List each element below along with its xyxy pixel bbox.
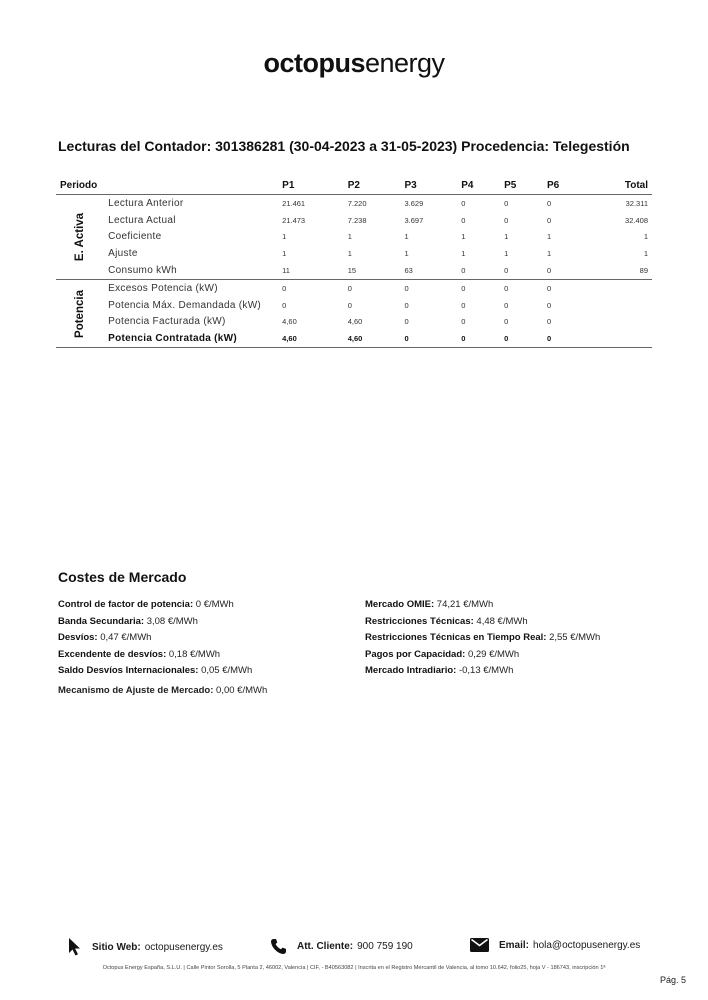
table-row <box>56 262 652 279</box>
cell: 0 <box>457 330 500 347</box>
phone-icon <box>270 938 287 955</box>
table-row <box>56 195 652 212</box>
cell-total: 1 <box>643 232 648 242</box>
cell: 3.697 <box>404 215 424 225</box>
cell-total: 32.311 <box>625 198 648 208</box>
cell: 0 <box>543 330 586 347</box>
cell: 1 <box>504 249 509 259</box>
cell: 0 <box>404 317 409 327</box>
row-label: Lectura Actual <box>108 214 176 226</box>
cell: 0 <box>401 330 458 347</box>
row-label: Lectura Anterior <box>108 197 184 209</box>
cell: 0 <box>504 317 509 327</box>
cell: 0 <box>461 283 466 293</box>
table-row <box>56 330 652 347</box>
header-p3: P3 <box>401 176 458 195</box>
footer-web[interactable] <box>68 938 223 956</box>
cell-total <box>586 330 652 347</box>
costs-left-column <box>58 597 252 680</box>
header-p6: P6 <box>543 176 586 195</box>
cell: 0 <box>547 317 552 327</box>
legal-text: Octopus Energy España, S.L.U. | Calle Pintor Sorolla, 5 Planta 2, 46002, Valencia | CIF, - B40563082 | Inscrita en el Registro Mercantil de Valencia, al tomo 10.642, folio25, hoja V - 186743, inscripción 1ª <box>102 965 606 971</box>
cell: 1 <box>547 249 552 259</box>
footer-email[interactable] <box>470 938 640 952</box>
cost-item-mecanismo: Mecanismo de Ajuste de Mercado: 0,00 €/MWh <box>58 685 268 696</box>
cell: 1 <box>282 232 287 242</box>
cell: 0 <box>543 262 586 279</box>
cell: 11 <box>278 262 344 279</box>
cell: 0 <box>282 300 287 310</box>
cell: 1 <box>547 232 552 242</box>
cell-total <box>586 314 652 331</box>
cell: 0 <box>547 215 552 225</box>
readings-header-row <box>56 176 652 195</box>
row-label: Excesos Potencia (kW) <box>108 282 218 294</box>
cell: 0 <box>461 215 466 225</box>
readings-title: Lecturas del Contador: 301386281 (30-04-2023 a 31-05-2023) Procedencia: Telegestión <box>58 138 630 154</box>
cell: 0 <box>461 317 466 327</box>
envelope-icon <box>470 938 489 952</box>
cost-item: Banda Secundaria: 3,08 €/MWh <box>58 615 198 627</box>
footer-email-label: Email: <box>499 939 530 951</box>
cost-item: Desvíos: 0,47 €/MWh <box>58 632 152 643</box>
cost-item: Restricciones Técnicas en Tiempo Real: 2,55 €/MWh <box>365 632 601 643</box>
cell: 0 <box>500 330 543 347</box>
table-row <box>56 229 652 246</box>
footer-phone[interactable] <box>270 938 413 955</box>
cell: 7.220 <box>347 198 367 208</box>
footer-email-link[interactable]: hola@octopusenergy.es <box>533 939 641 951</box>
cost-item: Control de factor de potencia: 0 €/MWh <box>58 599 234 610</box>
row-label: Potencia Facturada (kW) <box>108 316 226 328</box>
cell-total: 89 <box>586 262 652 279</box>
header-periodo: Periodo <box>56 176 278 195</box>
cell: 1 <box>504 232 509 242</box>
cell: 0 <box>547 300 552 310</box>
logo-bold: octopus <box>263 48 365 78</box>
cell: 63 <box>401 262 458 279</box>
logo-light: energy <box>364 48 445 78</box>
table-row <box>56 245 652 262</box>
cost-item: Pagos por Capacidad: 0,29 €/MWh <box>365 648 520 660</box>
cell: 0 <box>547 283 552 293</box>
cursor-icon <box>68 938 82 956</box>
page-number: Pág. 5 <box>659 975 686 985</box>
header-p4: P4 <box>457 176 500 195</box>
table-row <box>56 212 652 229</box>
cell: 0 <box>504 198 509 208</box>
cell: 0 <box>457 262 500 279</box>
cell: 0 <box>282 283 287 293</box>
cell: 4,60 <box>347 317 363 327</box>
cell: 1 <box>347 232 352 242</box>
cell: 0 <box>347 283 352 293</box>
cost-item: Mercado OMIE: 74,21 €/MWh <box>365 599 494 610</box>
logo <box>0 48 708 79</box>
cost-item: Saldo Desvíos Internacionales: 0,05 €/MWh <box>58 665 253 676</box>
cell: 1 <box>282 249 287 259</box>
cell: 4,60 <box>282 317 297 327</box>
table-row <box>56 314 652 331</box>
table-row <box>56 279 652 296</box>
row-label: Potencia Contratada (kW) <box>104 330 278 347</box>
cell-total: 1 <box>643 249 648 259</box>
cell: 21.461 <box>282 198 306 208</box>
cell: 0 <box>461 300 466 310</box>
row-label: Ajuste <box>108 248 138 260</box>
cell: 0 <box>504 300 509 310</box>
cost-item: Mercado Intradiario: -0,13 €/MWh <box>365 665 514 676</box>
cell: 0 <box>404 283 409 293</box>
cell: 7.238 <box>347 215 367 225</box>
group-label-e-activa: E. Activa <box>56 195 104 280</box>
cell: 4,60 <box>344 330 401 347</box>
row-label: Coeficiente <box>108 231 162 243</box>
footer-web-link[interactable]: octopusenergy.es <box>144 941 223 953</box>
cell: 0 <box>404 300 409 310</box>
cost-item: Restricciones Técnicas: 4,48 €/MWh <box>365 615 528 627</box>
cell: 0 <box>461 198 466 208</box>
cell-total <box>586 279 652 296</box>
footer <box>0 938 708 962</box>
cell: 0 <box>500 262 543 279</box>
cell: 3.629 <box>404 198 424 208</box>
cell: 4,60 <box>278 330 344 347</box>
group-label-potencia: Potencia <box>56 279 104 347</box>
cell: 15 <box>344 262 401 279</box>
cell: 0 <box>547 198 552 208</box>
footer-web-label: Sitio Web: <box>92 941 141 953</box>
cell-total: 32.408 <box>625 215 648 225</box>
cell: 1 <box>347 249 352 259</box>
header-p2: P2 <box>344 176 401 195</box>
cell: 1 <box>404 232 409 242</box>
cell: 1 <box>461 232 466 242</box>
cell: 1 <box>461 249 466 259</box>
row-label: Potencia Máx. Demandada (kW) <box>108 299 262 311</box>
header-p5: P5 <box>500 176 543 195</box>
costs-title: Costes de Mercado <box>58 569 187 585</box>
cell: 1 <box>404 249 409 259</box>
footer-phone-label: Att. Cliente: <box>297 941 354 952</box>
cost-item: Excendente de desvíos: 0,18 €/MWh <box>58 648 221 660</box>
costs-right-column <box>365 597 600 680</box>
cell: 0 <box>504 215 509 225</box>
table-row <box>56 297 652 314</box>
cell-total <box>586 297 652 314</box>
cell: 0 <box>347 300 352 310</box>
footer-phone-number[interactable]: 900 759 190 <box>357 941 413 952</box>
cell: 21.473 <box>282 215 306 225</box>
cell: 0 <box>504 283 509 293</box>
header-p1: P1 <box>278 176 344 195</box>
row-label: Consumo kWh <box>104 262 278 279</box>
header-total: Total <box>586 176 652 195</box>
readings-table <box>56 176 652 348</box>
